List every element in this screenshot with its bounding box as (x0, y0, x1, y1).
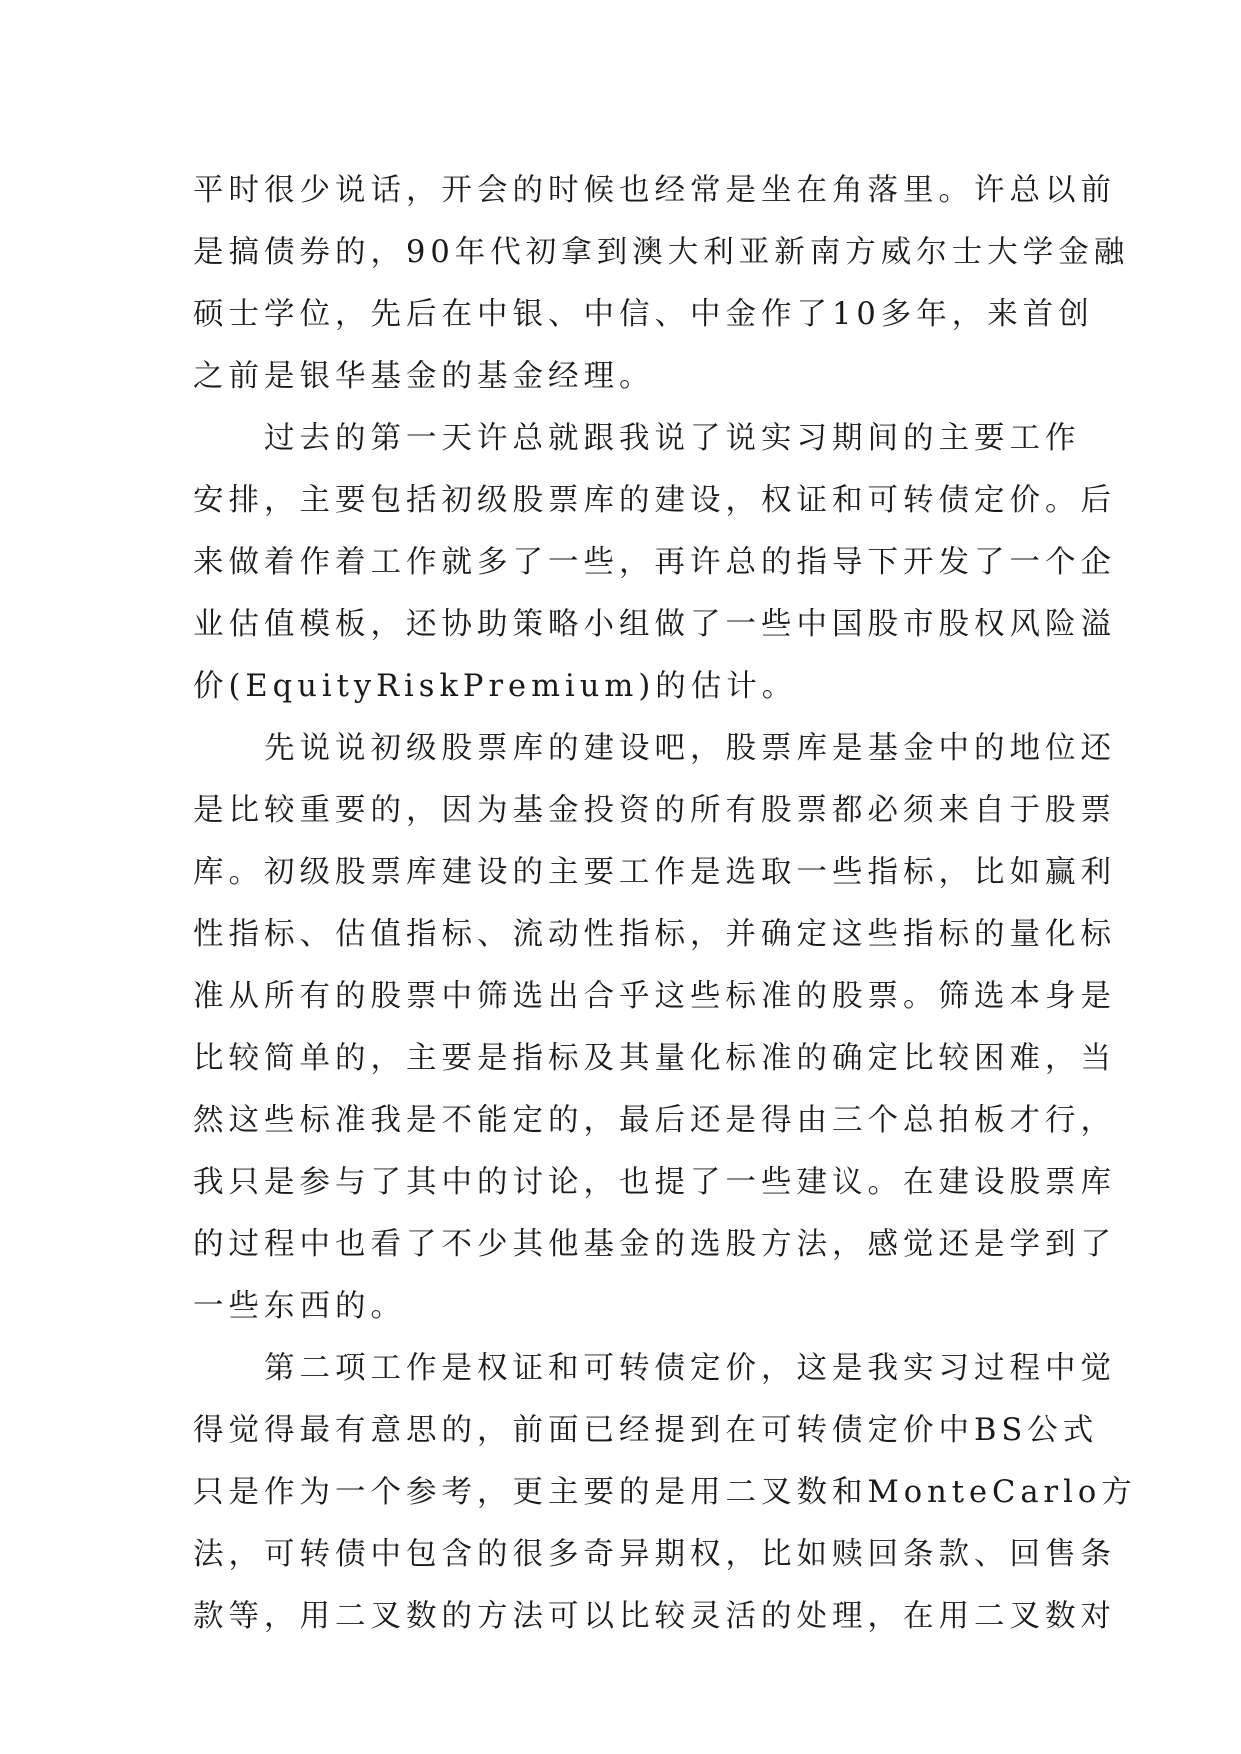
body-text (193, 160, 1137, 1648)
paragraph (193, 1338, 1137, 1648)
text-line: 库。初级股票库建设的主要工作是选取一些指标，比如赢利 (193, 855, 1116, 890)
paragraph (193, 718, 1116, 1338)
text-line: 业估值模板，还协助策略小组做了一些中国股市股权风险溢 (193, 607, 1116, 642)
text-line: 第二项工作是权证和可转债定价，这是我实习过程中觉 (193, 1351, 1116, 1386)
text-line: 款等，用二叉数的方法可以比较灵活的处理，在用二叉数对 (193, 1599, 1116, 1634)
text-line: 是比较重要的，因为基金投资的所有股票都必须来自于股票 (193, 793, 1116, 828)
text-line: 准从所有的股票中筛选出合乎这些标准的股票。筛选本身是 (193, 979, 1116, 1014)
text-line: 比较简单的，主要是指标及其量化标准的确定比较困难，当 (193, 1041, 1116, 1076)
text-line: 硕士学位，先后在中银、中信、中金作了10多年，来首创 (193, 297, 1094, 332)
text-line: 是搞债券的，90年代初拿到澳大利亚新南方威尔士大学金融 (193, 235, 1130, 270)
text-line: 先说说初级股票库的建设吧，股票库是基金中的地位还 (193, 731, 1116, 766)
paragraph (193, 408, 1116, 718)
text-line: 安排，主要包括初级股票库的建设，权证和可转债定价。后 (193, 483, 1116, 518)
paragraph (193, 160, 1130, 408)
text-line: 之前是银华基金的基金经理。 (193, 359, 655, 394)
text-line: 平时很少说话，开会的时候也经常是坐在角落里。许总以前 (193, 173, 1116, 208)
text-line: 性指标、估值指标、流动性指标，并确定这些指标的量化标 (193, 917, 1116, 952)
text-line: 过去的第一天许总就跟我说了说实习期间的主要工作 (193, 421, 1081, 456)
text-line: 的过程中也看了不少其他基金的选股方法，感觉还是学到了 (193, 1227, 1116, 1262)
text-line: 价(EquityRiskPremium)的估计。 (193, 669, 798, 704)
text-line: 然这些标准我是不能定的，最后还是得由三个总拍板才行， (193, 1103, 1116, 1138)
text-line: 来做着作着工作就多了一些，再许总的指导下开发了一个企 (193, 545, 1116, 580)
text-line: 我只是参与了其中的讨论，也提了一些建议。在建设股票库 (193, 1165, 1116, 1200)
text-line: 法，可转债中包含的很多奇异期权，比如赎回条款、回售条 (193, 1537, 1116, 1572)
text-line: 一些东西的。 (193, 1289, 406, 1324)
text-line: 只是作为一个参考，更主要的是用二叉数和MonteCarlo方 (193, 1475, 1137, 1510)
text-line: 得觉得最有意思的，前面已经提到在可转债定价中BS公式 (193, 1413, 1099, 1448)
